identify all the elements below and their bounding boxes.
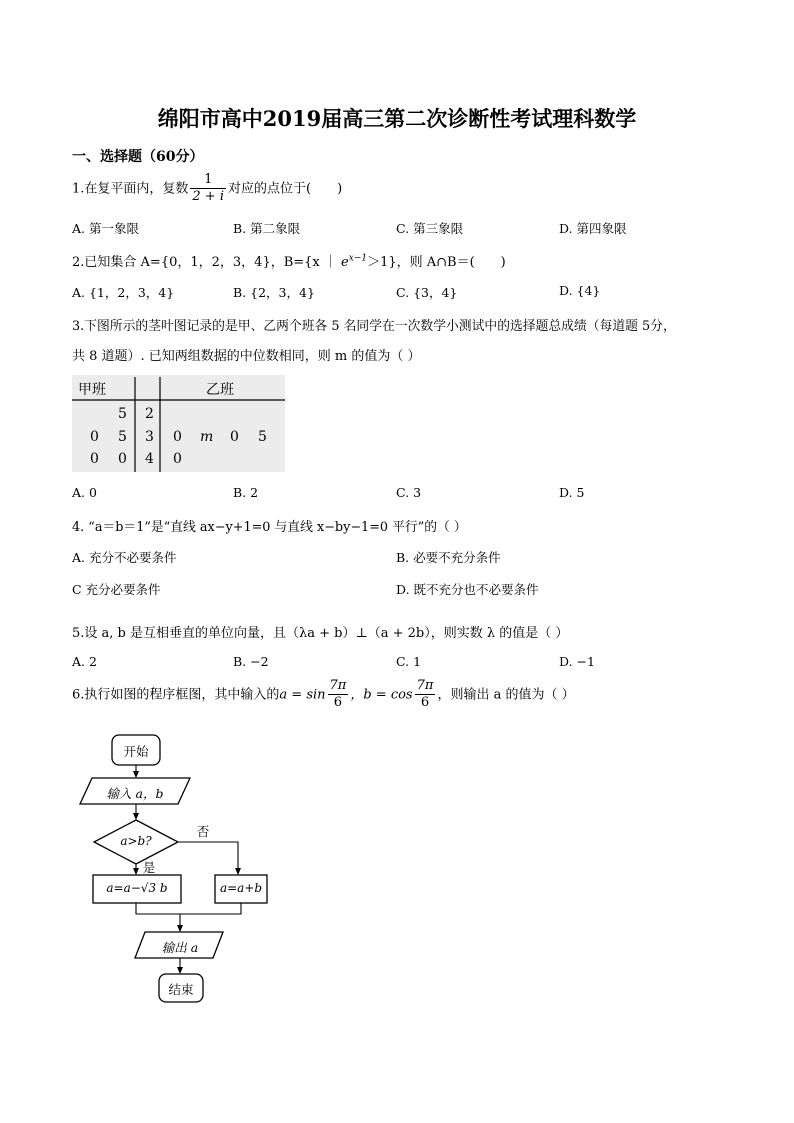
q5-option-c[interactable]: C. 1 — [396, 654, 422, 669]
page-title: 绵阳市高中2019届高三第二次诊断性考试理科数学 — [157, 106, 637, 131]
q3-option-d[interactable]: D. 5 — [559, 485, 585, 500]
flow-input-label: 输入 a，b — [106, 786, 164, 801]
q2-option-b[interactable]: B. {2，3，4} — [233, 285, 315, 300]
flow-right-process-label: a=a+b — [219, 881, 263, 895]
q2-exp-base: e — [341, 255, 349, 270]
stem-leaf-plot — [72, 375, 285, 472]
stem-leaf-right-leaf: 0 — [173, 429, 182, 445]
q1-option-d[interactable]: D. 第四象限 — [559, 221, 627, 236]
q6-fraction-b — [415, 678, 436, 712]
q6-a-numerator: 7π — [329, 678, 347, 693]
q2-text-a: 2.已知集合 A={0，1，2，3，4}，B={x ｜ — [72, 255, 337, 270]
stem-leaf-right-leaf: 5 — [258, 429, 267, 445]
question-1 — [72, 172, 342, 206]
question-4: 4. “a＝b＝1”是“直线 ax−y+1=0 与直线 x−by−1=0 平行”的（ ） — [72, 520, 467, 535]
flow-merge-right — [180, 903, 241, 914]
question-6 — [72, 678, 575, 712]
q1-denominator: 2 + i — [192, 189, 224, 205]
q3-option-a[interactable]: A. 0 — [72, 485, 97, 500]
q2-text-b: ＞1}，则 A∩B＝( ) — [367, 255, 506, 270]
stem-leaf-left-leaf: 0 — [90, 429, 99, 445]
stem-leaf-head-left: 甲班 — [78, 382, 106, 398]
stem-leaf-right-leaf: 0 — [230, 429, 239, 445]
stem-leaf-stem: 3 — [145, 429, 154, 445]
q2-option-a[interactable]: A. {1，2，3，4} — [72, 285, 175, 300]
question-5: 5.设 a, b 是互相垂直的单位向量，且（λa + b）⊥（a + 2b），则实数 λ 的值是（ ） — [72, 626, 569, 641]
q1-option-c[interactable]: C. 第三象限 — [396, 221, 464, 236]
flow-no-label: 否 — [196, 824, 210, 839]
flow-no-branch — [178, 842, 238, 874]
stem-leaf-stem: 2 — [145, 406, 154, 422]
q2-option-c[interactable]: C. {3，4} — [396, 285, 458, 300]
q5-option-b[interactable]: B. −2 — [233, 654, 269, 669]
q1-fraction — [190, 172, 226, 206]
q4-option-a[interactable]: A. 充分不必要条件 — [72, 550, 177, 565]
question-3-line-2: 共 8 道题）. 已知两组数据的中位数相同，则 m 的值为（ ） — [72, 349, 421, 364]
q3-option-b[interactable]: B. 2 — [233, 485, 259, 500]
q6-suffix: ，则输出 a 的值为（ ） — [437, 687, 575, 703]
flow-decision-label: a>b? — [120, 834, 152, 848]
stem-leaf-left-leaf: 5 — [118, 406, 127, 422]
q1-suffix: 对应的点位于( ) — [228, 181, 343, 197]
flow-merge-left — [136, 903, 180, 914]
stem-leaf-left-leaf: 0 — [118, 451, 127, 467]
q6-b-denominator: 6 — [415, 694, 436, 711]
q6-b-equation: ，b = cos — [350, 687, 413, 703]
q1-option-b[interactable]: B. 第二象限 — [233, 221, 301, 236]
question-3-line-1: 3.下图所示的茎叶图记录的是甲、乙两个班各 5 名同学在一次数学小测试中的选择题总成绩（每道题 5分， — [72, 319, 676, 334]
q5-option-a[interactable]: A. 2 — [72, 654, 97, 669]
stem-leaf-right-leaf: 0 — [173, 451, 182, 467]
stem-leaf-left-leaf: 0 — [90, 451, 99, 467]
q3-option-c[interactable]: C. 3 — [396, 485, 422, 500]
flow-start-label: 开始 — [123, 744, 149, 759]
q6-a-denominator: 6 — [328, 694, 349, 711]
q6-fraction-a — [328, 678, 349, 712]
q1-numerator: 1 — [204, 172, 213, 187]
q1-option-a[interactable]: A. 第一象限 — [72, 221, 139, 236]
question-2 — [72, 251, 506, 270]
section-heading: 一、选择题（60分） — [72, 149, 204, 165]
flow-yes-label: 是 — [142, 860, 156, 875]
flowchart-shapes — [75, 730, 305, 1010]
q1-prefix: 1.在复平面内，复数 — [72, 181, 189, 197]
stem-leaf-right-leaf: m — [200, 429, 214, 445]
stem-leaf-head-right: 乙班 — [206, 382, 234, 398]
flow-output-label: 输出 a — [161, 940, 199, 955]
q4-option-d[interactable]: D. 既不充分也不必要条件 — [396, 582, 539, 597]
flow-end-label: 结束 — [168, 982, 194, 997]
q5-option-d[interactable]: D. −1 — [559, 654, 595, 669]
q4-option-c[interactable]: C 充分必要条件 — [72, 582, 161, 597]
q2-option-d[interactable]: D. {4} — [559, 283, 601, 298]
q2-exponent: x−1 — [348, 253, 368, 264]
stem-leaf-stem: 4 — [145, 451, 154, 467]
stem-leaf-left-leaf: 5 — [118, 429, 127, 445]
q4-option-b[interactable]: B. 必要不充分条件 — [396, 550, 501, 565]
q6-a-equation: a = sin — [279, 687, 326, 703]
q6-prefix: 6.执行如图的程序框图，其中输入的 — [72, 687, 280, 703]
flow-left-process-label: a=a−√3 b — [106, 881, 168, 895]
flowchart — [75, 730, 305, 1010]
q6-b-numerator: 7π — [416, 678, 434, 693]
